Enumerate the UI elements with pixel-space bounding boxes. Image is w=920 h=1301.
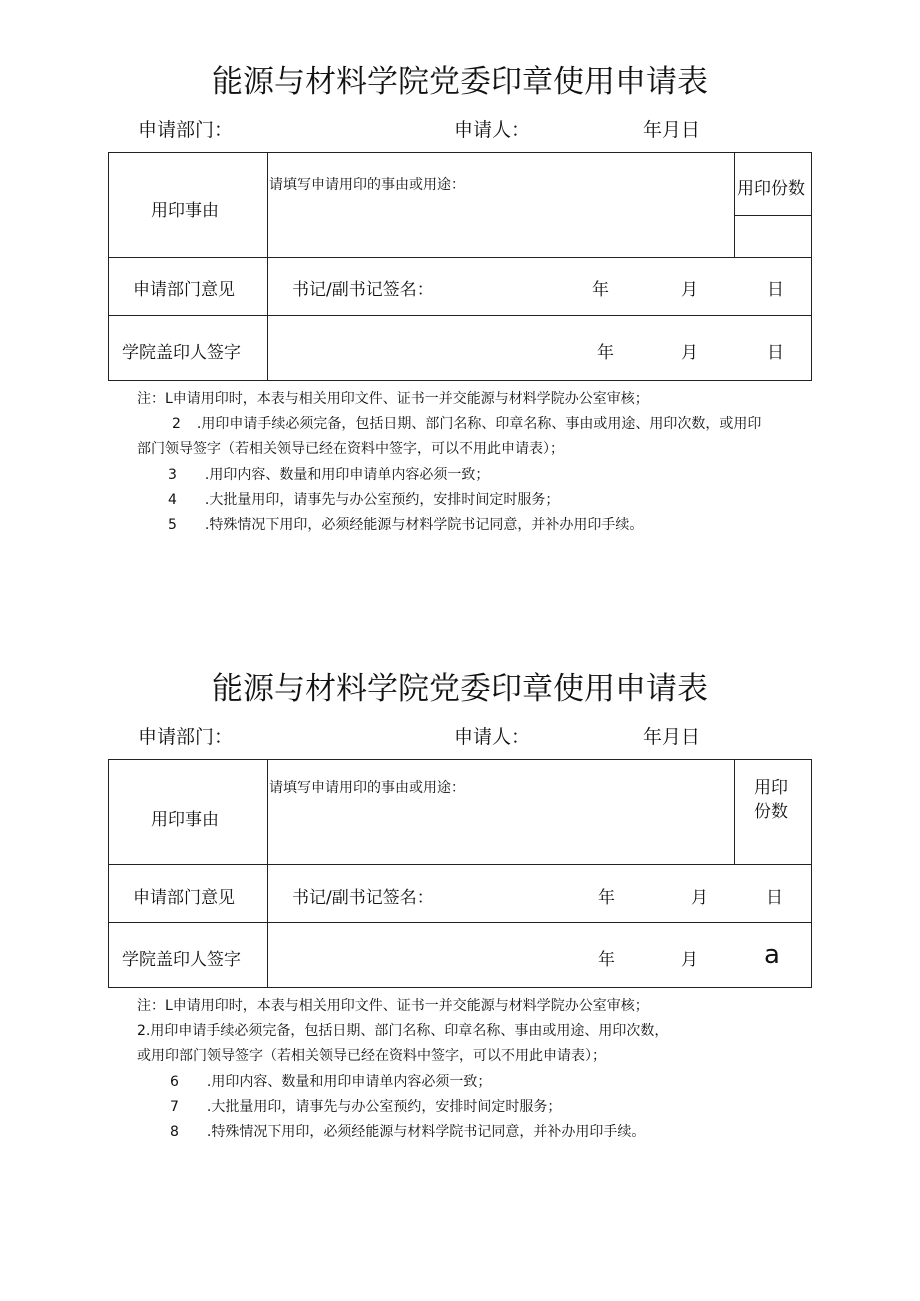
note-5 xyxy=(168,514,643,534)
note-1: 注：L申请用印时，本表与相关用印文件、证书一并交能源与材料学院办公室审核； xyxy=(137,391,649,407)
note-1: 注：L申请用印时，本表与相关用印文件、证书一并交能源与材料学院办公室审核； xyxy=(137,998,649,1014)
secretary-signature-field[interactable]: 书记/副书记签名： xyxy=(292,280,434,300)
dept-label: 申请部门： xyxy=(138,726,234,748)
row-divider xyxy=(109,257,811,258)
note-text: .用印申请手续必须完备，包括日期、部门名称、印章名称、事由或用途、用印次数，或用印 xyxy=(196,416,762,432)
note-text: .用印内容、数量和用印申请单内容必须一致； xyxy=(206,1074,492,1090)
note-number: 5 xyxy=(168,517,177,533)
note-3 xyxy=(170,1071,491,1091)
note-text: .大批量用印，请事先与办公室预约，安排时间定时服务； xyxy=(206,1099,562,1115)
form-title: 能源与材料学院党委印章使用申请表 xyxy=(212,64,708,100)
dept-label: 申请部门： xyxy=(138,119,234,141)
note-number: 3 xyxy=(168,467,177,483)
note-number: 8 xyxy=(170,1124,179,1140)
note-text: .特殊情况下用印，必须经能源与材料学院书记同意，并补办用印手续。 xyxy=(204,517,644,533)
year-label: 年 xyxy=(597,343,614,363)
note-number: 2 xyxy=(172,416,181,432)
note-number: 7 xyxy=(170,1099,179,1115)
form-title: 能源与材料学院党委印章使用申请表 xyxy=(212,671,708,707)
note-number: 4 xyxy=(168,492,177,508)
note-text: .用印内容、数量和用印申请单内容必须一致； xyxy=(204,467,490,483)
year-label: 年 xyxy=(598,888,615,908)
month-label: 月 xyxy=(681,343,698,363)
dept-opinion-label: 申请部门意见 xyxy=(133,280,235,300)
stray-char: a xyxy=(764,940,780,970)
reason-input[interactable]: 请填写申请用印的事由或用途： xyxy=(269,177,465,193)
applicant-label: 申请人： xyxy=(454,726,531,748)
col-divider xyxy=(267,153,268,380)
note-2-cont: 或用印部门领导签字（若相关领导已经在资料中签字，可以不用此申请表）； xyxy=(137,1048,606,1064)
row-divider xyxy=(109,864,811,865)
copies-label: 用印份数 xyxy=(737,179,805,199)
day-label: 日 xyxy=(766,888,783,908)
row-divider xyxy=(734,215,811,216)
date-label: 年月日 xyxy=(643,726,701,748)
application-table xyxy=(108,759,812,988)
copies-label: 用印 xyxy=(754,778,788,798)
seal-application-form-2 xyxy=(0,607,920,1207)
note-2: 2.用印申请手续必须完备，包括日期、部门名称、印章名称、事由或用途、用印次数， xyxy=(137,1023,669,1039)
note-3 xyxy=(168,464,489,484)
reason-label: 用印事由 xyxy=(151,810,219,830)
year-label: 年 xyxy=(598,950,615,970)
note-text: .特殊情况下用印，必须经能源与材料学院书记同意，并补办用印手续。 xyxy=(206,1124,646,1140)
note-5 xyxy=(170,1121,645,1141)
month-label: 月 xyxy=(681,280,698,300)
stamper-label: 学院盖印人签字 xyxy=(122,343,241,363)
day-label: 日 xyxy=(767,343,784,363)
copies-input[interactable] xyxy=(736,217,811,255)
col-divider xyxy=(734,153,735,257)
reason-label: 用印事由 xyxy=(151,201,219,221)
note-text: .大批量用印，请事先与办公室预约，安排时间定时服务； xyxy=(204,492,560,508)
seal-application-form-1 xyxy=(0,0,920,600)
row-divider xyxy=(109,315,811,316)
secretary-signature-field[interactable]: 书记/副书记签名： xyxy=(292,888,434,908)
note-2 xyxy=(172,413,761,433)
date-label: 年月日 xyxy=(643,119,701,141)
applicant-label: 申请人： xyxy=(454,119,531,141)
row-divider xyxy=(109,922,811,923)
note-number: 6 xyxy=(170,1074,179,1090)
month-label: 月 xyxy=(691,888,708,908)
reason-input[interactable]: 请填写申请用印的事由或用途： xyxy=(269,780,465,796)
note-2-cont: 部门领导签字（若相关领导已经在资料中签字，可以不用此申请表）； xyxy=(137,441,564,457)
month-label: 月 xyxy=(681,950,698,970)
col-divider xyxy=(267,760,268,987)
copies-label: 份数 xyxy=(754,802,788,822)
dept-opinion-label: 申请部门意见 xyxy=(133,888,235,908)
note-4 xyxy=(170,1096,561,1116)
col-divider xyxy=(734,760,735,864)
day-label: 日 xyxy=(767,280,784,300)
stamper-label: 学院盖印人签字 xyxy=(122,950,241,970)
application-table xyxy=(108,152,812,381)
note-4 xyxy=(168,489,559,509)
year-label: 年 xyxy=(592,280,609,300)
